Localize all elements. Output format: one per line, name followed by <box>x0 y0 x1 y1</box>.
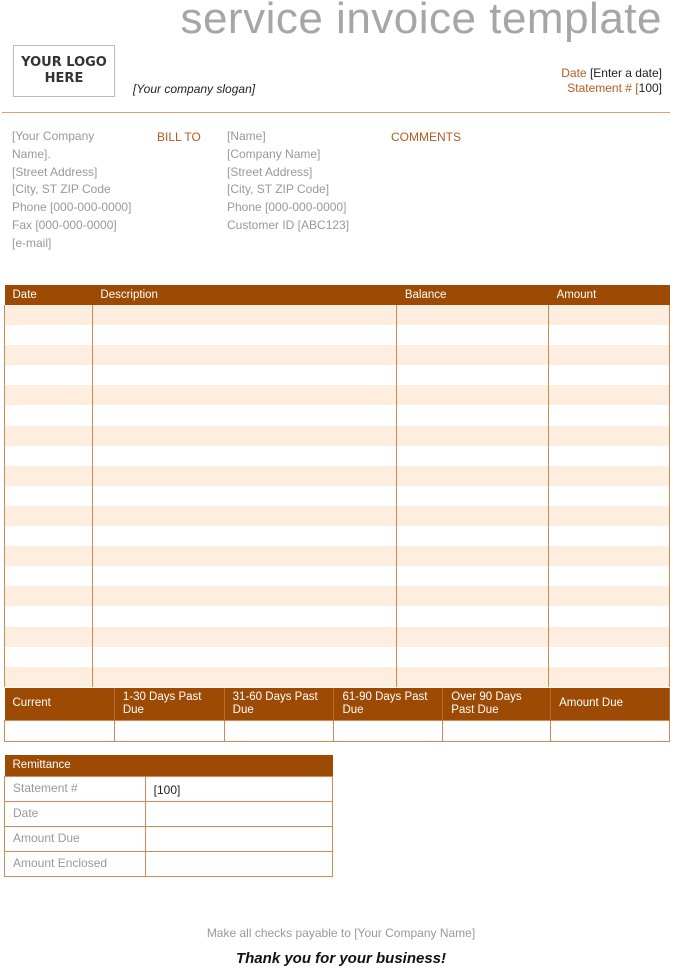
table-cell[interactable] <box>549 606 670 626</box>
date-value[interactable]: [Enter a date] <box>589 66 662 80</box>
remit-value[interactable] <box>145 826 332 851</box>
col-31-60: 31-60 Days Past Due <box>224 688 334 720</box>
table-cell[interactable] <box>92 667 396 687</box>
table-cell[interactable] <box>549 667 670 687</box>
bill-to-label: BILL TO <box>157 130 201 144</box>
table-cell[interactable] <box>5 345 93 365</box>
table-cell[interactable] <box>549 325 670 345</box>
bill-to-line: [City, ST ZIP Code] <box>227 182 330 197</box>
table-cell[interactable] <box>397 325 549 345</box>
table-row <box>5 446 670 466</box>
table-cell[interactable] <box>397 405 549 425</box>
aging-cell[interactable] <box>224 720 334 741</box>
bill-to-line: [Company Name] <box>227 146 321 161</box>
remit-label: Amount Enclosed <box>5 851 146 876</box>
table-cell[interactable] <box>549 405 670 425</box>
table-cell[interactable] <box>397 345 549 365</box>
table-row <box>5 606 670 626</box>
bill-to-line: Phone [000-000-0000] <box>227 200 347 215</box>
table-cell[interactable] <box>397 546 549 566</box>
table-cell[interactable] <box>549 647 670 667</box>
table-cell[interactable] <box>92 647 396 667</box>
table-cell[interactable] <box>92 506 396 526</box>
table-row <box>5 546 670 566</box>
bill-to-line: [Street Address] <box>227 164 313 179</box>
table-cell[interactable] <box>549 426 670 446</box>
table-cell[interactable] <box>397 667 549 687</box>
table-cell[interactable] <box>92 365 396 385</box>
table-cell[interactable] <box>92 627 396 647</box>
table-cell[interactable] <box>92 325 396 345</box>
company-line: [City, ST ZIP Code <box>12 182 111 197</box>
table-row <box>5 486 670 506</box>
table-cell[interactable] <box>92 446 396 466</box>
table-cell[interactable] <box>5 667 93 687</box>
logo-placeholder: YOUR LOGO HERE <box>13 45 115 97</box>
table-row <box>5 526 670 546</box>
company-line: [Street Address] <box>12 164 98 179</box>
table-cell[interactable] <box>397 365 549 385</box>
table-cell[interactable] <box>549 486 670 506</box>
table-row <box>5 667 670 687</box>
table-row <box>5 325 670 345</box>
col-description: Description <box>92 285 396 305</box>
company-line: Name]. <box>12 146 51 161</box>
table-cell[interactable] <box>92 426 396 446</box>
table-cell[interactable] <box>5 385 93 405</box>
table-cell[interactable] <box>92 345 396 365</box>
table-row <box>5 345 670 365</box>
table-cell[interactable] <box>5 606 93 626</box>
statement-label: Statement # <box>567 81 632 95</box>
table-cell[interactable] <box>92 305 396 325</box>
table-cell[interactable] <box>5 526 93 546</box>
table-row <box>5 466 670 486</box>
remit-label: Date <box>5 801 146 826</box>
table-cell[interactable] <box>5 325 93 345</box>
table-row <box>5 365 670 385</box>
table-cell[interactable] <box>92 486 396 506</box>
table-cell[interactable] <box>397 385 549 405</box>
statement-value[interactable]: 100] <box>638 81 662 95</box>
table-row <box>5 426 670 446</box>
table-cell[interactable] <box>397 526 549 546</box>
table-cell[interactable] <box>397 586 549 606</box>
table-cell[interactable] <box>397 426 549 446</box>
date-line <box>561 66 662 80</box>
bill-to-address <box>227 128 349 235</box>
table-cell[interactable] <box>5 466 93 486</box>
table-cell[interactable] <box>549 385 670 405</box>
table-cell[interactable] <box>549 526 670 546</box>
date-label: Date <box>561 66 587 80</box>
col-amount-due: Amount Due <box>551 688 670 720</box>
col-over-90: Over 90 Days Past Due <box>443 688 551 720</box>
table-cell[interactable] <box>549 466 670 486</box>
aging-cell[interactable] <box>551 720 670 741</box>
table-cell[interactable] <box>397 606 549 626</box>
col-balance: Balance <box>397 285 549 305</box>
table-cell[interactable] <box>92 566 396 586</box>
col-61-90: 61-90 Days Past Due <box>334 688 443 720</box>
table-row <box>5 627 670 647</box>
table-cell[interactable] <box>92 385 396 405</box>
statement-line <box>567 81 662 95</box>
table-cell[interactable] <box>5 586 93 606</box>
bill-to-line: [Name] <box>227 129 266 143</box>
col-date: Date <box>5 285 93 305</box>
table-cell[interactable] <box>549 446 670 466</box>
remit-value[interactable] <box>145 851 332 876</box>
table-cell[interactable] <box>5 627 93 647</box>
table-cell[interactable] <box>5 546 93 566</box>
company-slogan: [Your company slogan] <box>133 82 256 96</box>
company-line: Fax [000-000-0000] <box>12 217 117 232</box>
table-cell[interactable] <box>397 647 549 667</box>
table-row <box>5 385 670 405</box>
table-cell[interactable] <box>549 627 670 647</box>
table-cell[interactable] <box>92 405 396 425</box>
bracket: [ <box>635 81 639 95</box>
table-cell[interactable] <box>549 305 670 325</box>
table-cell[interactable] <box>397 486 549 506</box>
table-cell[interactable] <box>397 566 549 586</box>
remit-value[interactable] <box>145 801 332 826</box>
table-cell[interactable] <box>92 586 396 606</box>
aging-cell[interactable] <box>5 720 115 741</box>
company-line: [Your Company <box>12 129 95 143</box>
line-items-table <box>4 285 670 687</box>
company-address <box>12 128 131 253</box>
aging-cell[interactable] <box>114 720 224 741</box>
payable-note: Make all checks payable to [Your Company Name] <box>206 926 476 940</box>
remit-label: Amount Due <box>5 826 146 851</box>
table-cell[interactable] <box>397 506 549 526</box>
invoice-title: service invoice template <box>180 0 662 43</box>
aging-cell[interactable] <box>443 720 551 741</box>
table-cell[interactable] <box>92 466 396 486</box>
table-cell[interactable] <box>5 365 93 385</box>
table-cell[interactable] <box>5 506 93 526</box>
comments-label: COMMENTS <box>391 130 461 144</box>
table-row <box>5 647 670 667</box>
table-cell[interactable] <box>5 446 93 466</box>
table-row <box>5 506 670 526</box>
remit-value[interactable]: [100] <box>145 776 332 801</box>
table-cell[interactable] <box>92 606 396 626</box>
thank-you-note: Thank you for your business! <box>235 950 447 967</box>
col-1-30: 1-30 Days Past Due <box>114 688 224 720</box>
table-cell[interactable] <box>92 546 396 566</box>
table-cell[interactable] <box>397 627 549 647</box>
remittance-title: Remittance <box>5 755 333 776</box>
table-cell[interactable] <box>397 446 549 466</box>
remittance-table <box>4 755 333 877</box>
table-cell[interactable] <box>5 426 93 446</box>
table-cell[interactable] <box>5 305 93 325</box>
col-amount: Amount <box>549 285 670 305</box>
table-cell[interactable] <box>397 305 549 325</box>
company-line: Phone [000-000-0000] <box>12 200 132 215</box>
table-cell[interactable] <box>397 466 549 486</box>
table-cell[interactable] <box>549 546 670 566</box>
company-line: [e-mail] <box>12 235 52 250</box>
table-cell[interactable] <box>5 405 93 425</box>
table-cell[interactable] <box>549 365 670 385</box>
col-current: Current <box>5 688 115 720</box>
table-cell[interactable] <box>92 526 396 546</box>
table-row <box>5 405 670 425</box>
header-divider <box>2 112 670 113</box>
bill-to-line: Customer ID [ABC123] <box>227 217 350 232</box>
table-row <box>5 305 670 325</box>
remit-label: Statement # <box>5 776 146 801</box>
table-cell[interactable] <box>549 586 670 606</box>
table-cell[interactable] <box>5 566 93 586</box>
aging-cell[interactable] <box>334 720 443 741</box>
table-row <box>5 586 670 606</box>
table-cell[interactable] <box>5 647 93 667</box>
table-cell[interactable] <box>5 486 93 506</box>
table-cell[interactable] <box>549 345 670 365</box>
table-row <box>5 566 670 586</box>
aging-table <box>4 688 670 742</box>
table-cell[interactable] <box>549 566 670 586</box>
table-cell[interactable] <box>549 506 670 526</box>
